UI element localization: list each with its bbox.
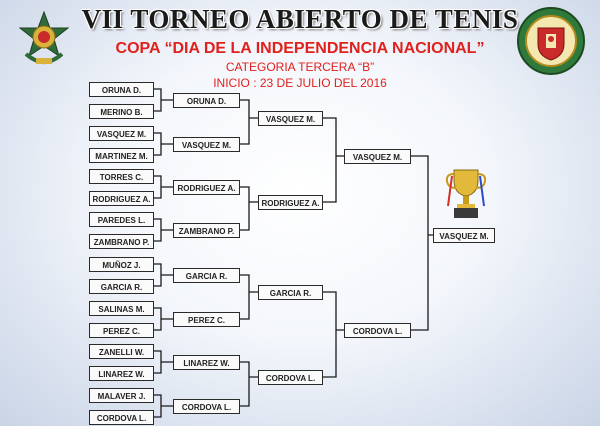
round3-player: CORDOVA L. bbox=[258, 370, 323, 385]
round1-player: MARTINEZ M. bbox=[89, 148, 154, 163]
round1-player: LINAREZ W. bbox=[89, 366, 154, 381]
round3-player: RODRIGUEZ A. bbox=[258, 195, 323, 210]
round2-player: CORDOVA L. bbox=[173, 399, 240, 414]
tournament-title: VII TORNEO ABIERTO DE TENIS bbox=[81, 4, 519, 34]
round1-player: MUÑOZ J. bbox=[89, 257, 154, 272]
round1-player: CORDOVA L. bbox=[89, 410, 154, 425]
round1-player: VASQUEZ M. bbox=[89, 126, 154, 141]
round2-player: VASQUEZ M. bbox=[173, 137, 240, 152]
category-label: CATEGORIA TERCERA “B” bbox=[225, 60, 375, 74]
champion-box: VASQUEZ M. bbox=[433, 228, 495, 243]
round2-player: PEREZ C. bbox=[173, 312, 240, 327]
round1-player: MALAVER J. bbox=[89, 388, 154, 403]
round2-player: LINAREZ W. bbox=[173, 355, 240, 370]
round3-player: VASQUEZ M. bbox=[258, 111, 323, 126]
round1-player: MERINO B. bbox=[89, 104, 154, 119]
semifinal-winner: CORDOVA L. bbox=[344, 323, 411, 338]
round1-player: ZAMBRANO P. bbox=[89, 234, 154, 249]
round2-player: RODRIGUEZ A. bbox=[173, 180, 240, 195]
cup-name: COPA “DIA DE LA INDEPENDENCIA NACIONAL” bbox=[115, 40, 485, 57]
round1-player: TORRES C. bbox=[89, 169, 154, 184]
trophy-icon bbox=[444, 166, 488, 222]
round2-player: GARCIA R. bbox=[173, 268, 240, 283]
round2-player: ZAMBRANO P. bbox=[173, 223, 240, 238]
round1-player: PEREZ C. bbox=[89, 323, 154, 338]
round1-player: GARCIA R. bbox=[89, 279, 154, 294]
semifinal-winner: VASQUEZ M. bbox=[344, 149, 411, 164]
round1-player: RODRIGUEZ A. bbox=[89, 191, 154, 206]
round1-player: ZANELLI W. bbox=[89, 344, 154, 359]
round1-player: PAREDES L. bbox=[89, 212, 154, 227]
start-date: INICIO : 23 DE JULIO DEL 2016 bbox=[213, 76, 387, 90]
round3-player: GARCIA R. bbox=[258, 285, 323, 300]
round2-player: ORUNA D. bbox=[173, 93, 240, 108]
round1-player: ORUNA D. bbox=[89, 82, 154, 97]
round1-player: SALINAS M. bbox=[89, 301, 154, 316]
